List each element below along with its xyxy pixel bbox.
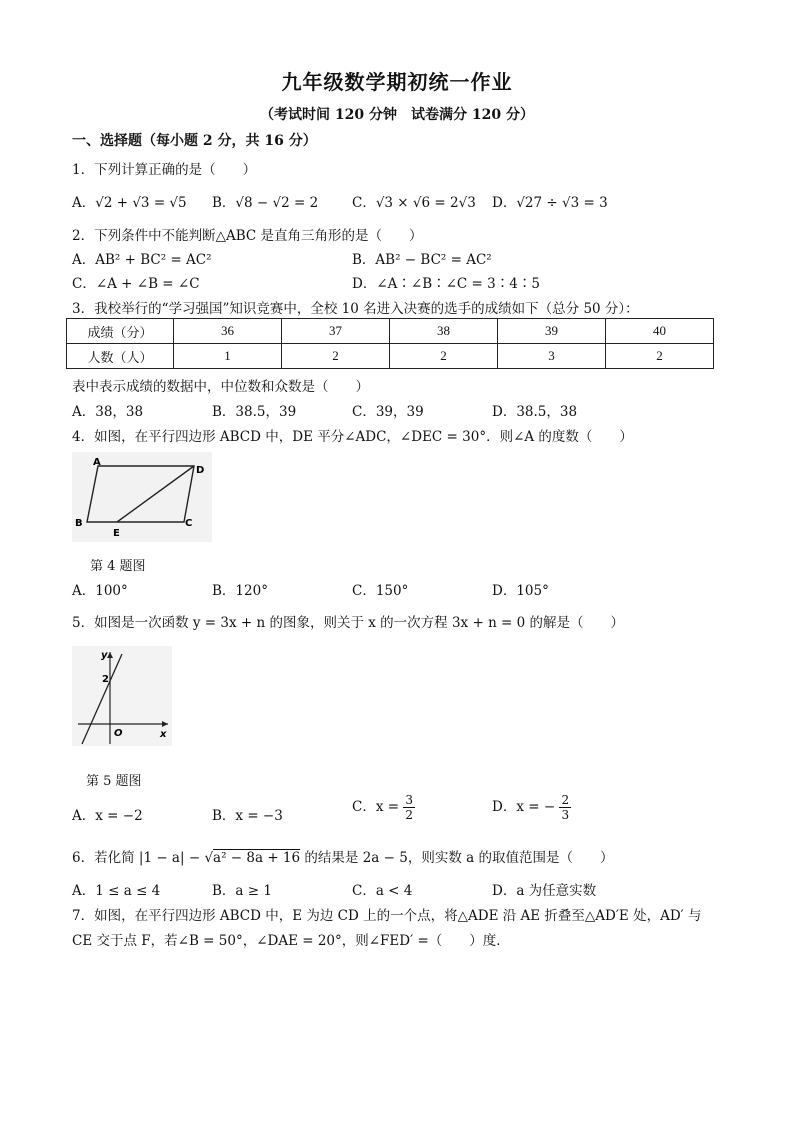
y-intercept-label: 2 xyxy=(102,674,109,685)
table-row xyxy=(67,344,714,369)
q6-option-c: C．a < 4 xyxy=(352,883,413,899)
page-title: 九年级数学期初统一作业 xyxy=(281,70,513,94)
table-cell: 3 xyxy=(498,344,606,369)
y-axis-label: y xyxy=(101,650,108,661)
q5-option-d-prefix: D．x = − xyxy=(492,799,556,815)
q5-option-c xyxy=(352,794,415,821)
table-cell: 2 xyxy=(390,344,498,369)
q2-option-a: A．AB² + BC² = AC² xyxy=(72,252,212,268)
q4-option-d: D．105° xyxy=(492,583,549,599)
figure-label-e: E xyxy=(113,528,120,539)
table-cell: 2 xyxy=(606,344,714,369)
fraction-denominator: 3 xyxy=(561,808,570,822)
figure-4-caption: 第 4 题图 xyxy=(90,559,146,574)
q3-option-b: B．38.5，39 xyxy=(212,404,297,420)
table-cell: 38 xyxy=(390,319,498,344)
q6-minus-sign: − xyxy=(188,850,201,866)
parallelogram-figure xyxy=(72,452,212,542)
sqrt-icon: √ xyxy=(204,850,214,866)
section-heading: 一、选择题（每小题 2 分，共 16 分） xyxy=(72,133,317,149)
question-6-stem xyxy=(72,846,613,866)
question-4-stem: 4．如图，在平行四边形 ABCD 中，DE 平分∠ADC，∠DEC = 30°．则∠A 的度数（ ） xyxy=(72,429,633,445)
table-cell: 39 xyxy=(498,319,606,344)
q2-option-c: C．∠A + ∠B = ∠C xyxy=(72,276,200,292)
table-header-cell: 成绩（分） xyxy=(67,319,174,344)
question-2-stem: 2．下列条件中不能判断△ABC 是直角三角形的是（ ） xyxy=(72,228,423,244)
q4-option-a: A．100° xyxy=(72,583,128,599)
q6-option-b: B．a ≥ 1 xyxy=(212,883,272,899)
question-7-line-1: 7．如图，在平行四边形 ABCD 中，E 为边 CD 上的一个点，将△ADE 沿 AE 折叠至△AD′E 处，AD′ 与 xyxy=(72,908,702,924)
x-axis-label: x xyxy=(160,729,167,740)
q3-option-c: C．39，39 xyxy=(352,404,424,420)
q2-option-d: D．∠A∶∠B∶∠C = 3∶4∶5 xyxy=(352,276,540,292)
table-cell: 36 xyxy=(174,319,282,344)
question-1-stem: 1．下列计算正确的是（ ） xyxy=(72,162,257,178)
figure-label-b: B xyxy=(75,518,83,529)
question-3-stem: 3．我校举行的“学习强国”知识竞赛中，全校 10 名进入决赛的选手的成绩如下（总分 50 分）： xyxy=(72,301,639,317)
question-5-stem: 5．如图是一次函数 y = 3x + n 的图象，则关于 x 的一次方程 3x + n = 0 的解是（ ） xyxy=(72,615,625,631)
q3-option-d: D．38.5，38 xyxy=(492,404,578,420)
score-table xyxy=(66,318,714,369)
q4-option-c: C．150° xyxy=(352,583,409,599)
figure-label-c: C xyxy=(185,518,193,529)
q6-option-a: A．1 ≤ a ≤ 4 xyxy=(72,883,161,899)
q5-option-d-fraction xyxy=(559,794,571,821)
q1-option-d: D．√27 ÷ √3 = 3 xyxy=(492,195,608,211)
fraction-numerator: 2 xyxy=(561,793,570,807)
q5-option-b: B．x = −3 xyxy=(212,808,283,824)
q4-option-b: B．120° xyxy=(212,583,268,599)
q1-option-c: C．√3 × √6 = 2√3 xyxy=(352,195,476,211)
q6-stem-end: 的结果是 2a − 5，则实数 a 的取值范围是（ ） xyxy=(304,850,614,866)
q5-option-a: A．x = −2 xyxy=(72,808,143,824)
table-header-cell: 人数（人） xyxy=(67,344,174,369)
exam-subtitle: （考试时间 120 分钟 试卷满分 120 分） xyxy=(260,107,534,123)
q6-option-d: D．a 为任意实数 xyxy=(492,883,597,899)
figure-label-a: A xyxy=(93,457,101,468)
q1-option-b: B．√8 − √2 = 2 xyxy=(212,195,319,211)
linear-function-graph xyxy=(72,646,172,746)
figure-5-caption: 第 5 题图 xyxy=(86,774,142,789)
table-cell: 37 xyxy=(282,319,390,344)
figure-label-d: D xyxy=(196,465,205,476)
table-cell: 2 xyxy=(282,344,390,369)
table-cell: 40 xyxy=(606,319,714,344)
question-7-line-2: CE 交于点 F，若∠B = 50°，∠DAE = 20°，则∠FED′ =（ ）度． xyxy=(72,933,510,949)
q6-sqrt-expression: a² − 8a + 16 xyxy=(213,850,301,866)
q2-option-b: B．AB² − BC² = AC² xyxy=(352,252,492,268)
fraction-numerator: 3 xyxy=(405,793,413,807)
table-cell: 1 xyxy=(174,344,282,369)
question-3-prompt: 表中表示成绩的数据中，中位数和众数是（ ） xyxy=(72,379,369,395)
q6-absolute-expression: |1 − a| xyxy=(138,850,185,866)
q6-stem-start: 6．若化简 xyxy=(72,850,135,866)
q1-option-a: A．√2 + √3 = √5 xyxy=(72,195,187,211)
q5-option-c-prefix: C．x = xyxy=(352,799,400,815)
table-row xyxy=(67,319,714,344)
origin-label: O xyxy=(114,728,123,739)
q5-option-c-fraction xyxy=(403,794,415,821)
q5-option-d xyxy=(492,794,571,821)
fraction-denominator: 2 xyxy=(405,808,413,822)
q3-option-a: A．38，38 xyxy=(72,404,144,420)
